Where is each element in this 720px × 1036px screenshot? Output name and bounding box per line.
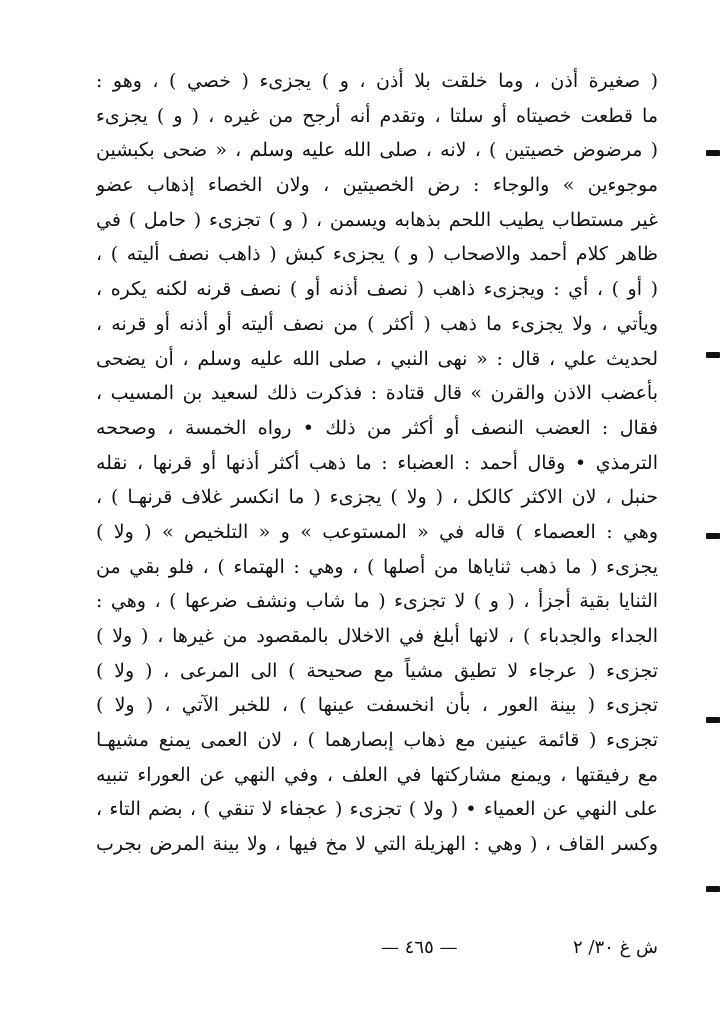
text-line: ( أو ) ، أي : ويجزىء ذاهب ( نصف أذنه أو ) نصف قرنه لكنه يكره ، [96, 278, 658, 301]
text-line: غير مستطاب يطيب اللحم بذهابه ويسمن ، ( و ) تجزىء ( حامل ) في [96, 208, 658, 231]
binding-edge-mark [706, 886, 720, 892]
text-line: ( مرضوض خصيتين ) ، لانه ، صلى الله عليه وسلم ، « ضحى بكبشين [96, 139, 658, 162]
binding-edge-mark [706, 717, 720, 723]
text-line: الجداء والجدباء ) ، لانها أبلغ في الاخلال بالمقصود من غيرها ، ( ولا ) [96, 625, 658, 647]
text-line: ويأتي ، ولا يجزىء ما ذهب ( أكثر ) من نصف أليته أو أذنه أو قرنه ، [96, 312, 658, 335]
text-line: تجزىء ( قائمة عينين مع ذهاب إبصارهما ) ، لان العمى يمنع مشيهـا [96, 729, 658, 752]
text-line: الترمذي • وقال أحمد : العضباء : ما ذهب أكثر أذنها أو قرنها ، نقله [96, 451, 658, 474]
text-line: الثنايا بقية أجزأ ، ( و ) لا تجزىء ( ما شاب ونشف ضرعها ) ، وهي : [96, 590, 658, 613]
page-number: — ٤٦٥ — [381, 937, 458, 958]
text-line: على النهي عن العمياء • ( ولا ) تجزىء ( عجفاء لا تنقي ) ، بضم التاء ، [96, 798, 658, 821]
text-line: حنبل ، لان الاكثر كالكل ، ( ولا ) يجزىء ( ما انكسر غلاف قرنهـا ) ، [96, 486, 658, 509]
text-line: ( صغيرة أذن ، وما خلقت بلا أذن ، و ) يجزىء ( خصي ) ، وهو : [96, 70, 658, 92]
text-line: ظاهر كلام أحمد والاصحاب ( و ) يجزىء كبش ( ذاهب نصف أليته ) ، [96, 243, 658, 266]
body-text [96, 64, 658, 862]
text-line: تجزىء ( عرجاء لا تطيق مشياً مع صحيحة ) الى المرعى ، ( ولا ) [96, 659, 658, 682]
signature-mark: ش غ ٣٠/ ٢ [573, 937, 658, 958]
page-footer [96, 932, 658, 964]
text-line: يجزىء ( ما ذهب ثناياها من أصلها ) ، وهي : الهتماء ) ، فلو بقي من [96, 555, 658, 578]
text-line: لحديث علي ، قال : « نهى النبي ، صلى الله عليه وسلم ، أن يضحى [96, 347, 658, 370]
text-line: مع رفيقتها ، ويمنع مشاركتها في العلف ، وفي النهي عن العوراء تنبيه [96, 763, 658, 786]
text-line: موجوءين » والوجاء : رض الخصيتين ، ولان الخصاء إذهاب عضو [96, 174, 658, 197]
text-line: فقال : العضب النصف أو أكثر من ذلك • رواه الخمسة ، وصححه [96, 416, 658, 439]
binding-edge-mark [706, 533, 720, 539]
binding-edge-mark [706, 352, 720, 358]
binding-edge-mark [706, 150, 720, 156]
text-line: تجزىء ( بينة العور ، بأن انخسفت عينها ) ، للخبر الآتي ، ( ولا ) [96, 694, 658, 717]
text-line: وهي : العصماء ) قاله في « المستوعب » و « التلخيص » ( ولا ) [96, 520, 658, 543]
text-line: وكسر القاف ، ( وهي : الهزيلة التي لا مخ فيها ، ولا بينة المرض بجرب [96, 833, 658, 856]
text-line: بأعضب الاذن والقرن » قال قتادة : فذكرت ذلك لسعيد بن المسيب ، [96, 382, 658, 405]
text-line: ما قطعت خصيتاه أو سلتا ، وتقدم أنه أرجح من غيره ، ( و ) يجزىء [96, 104, 658, 127]
